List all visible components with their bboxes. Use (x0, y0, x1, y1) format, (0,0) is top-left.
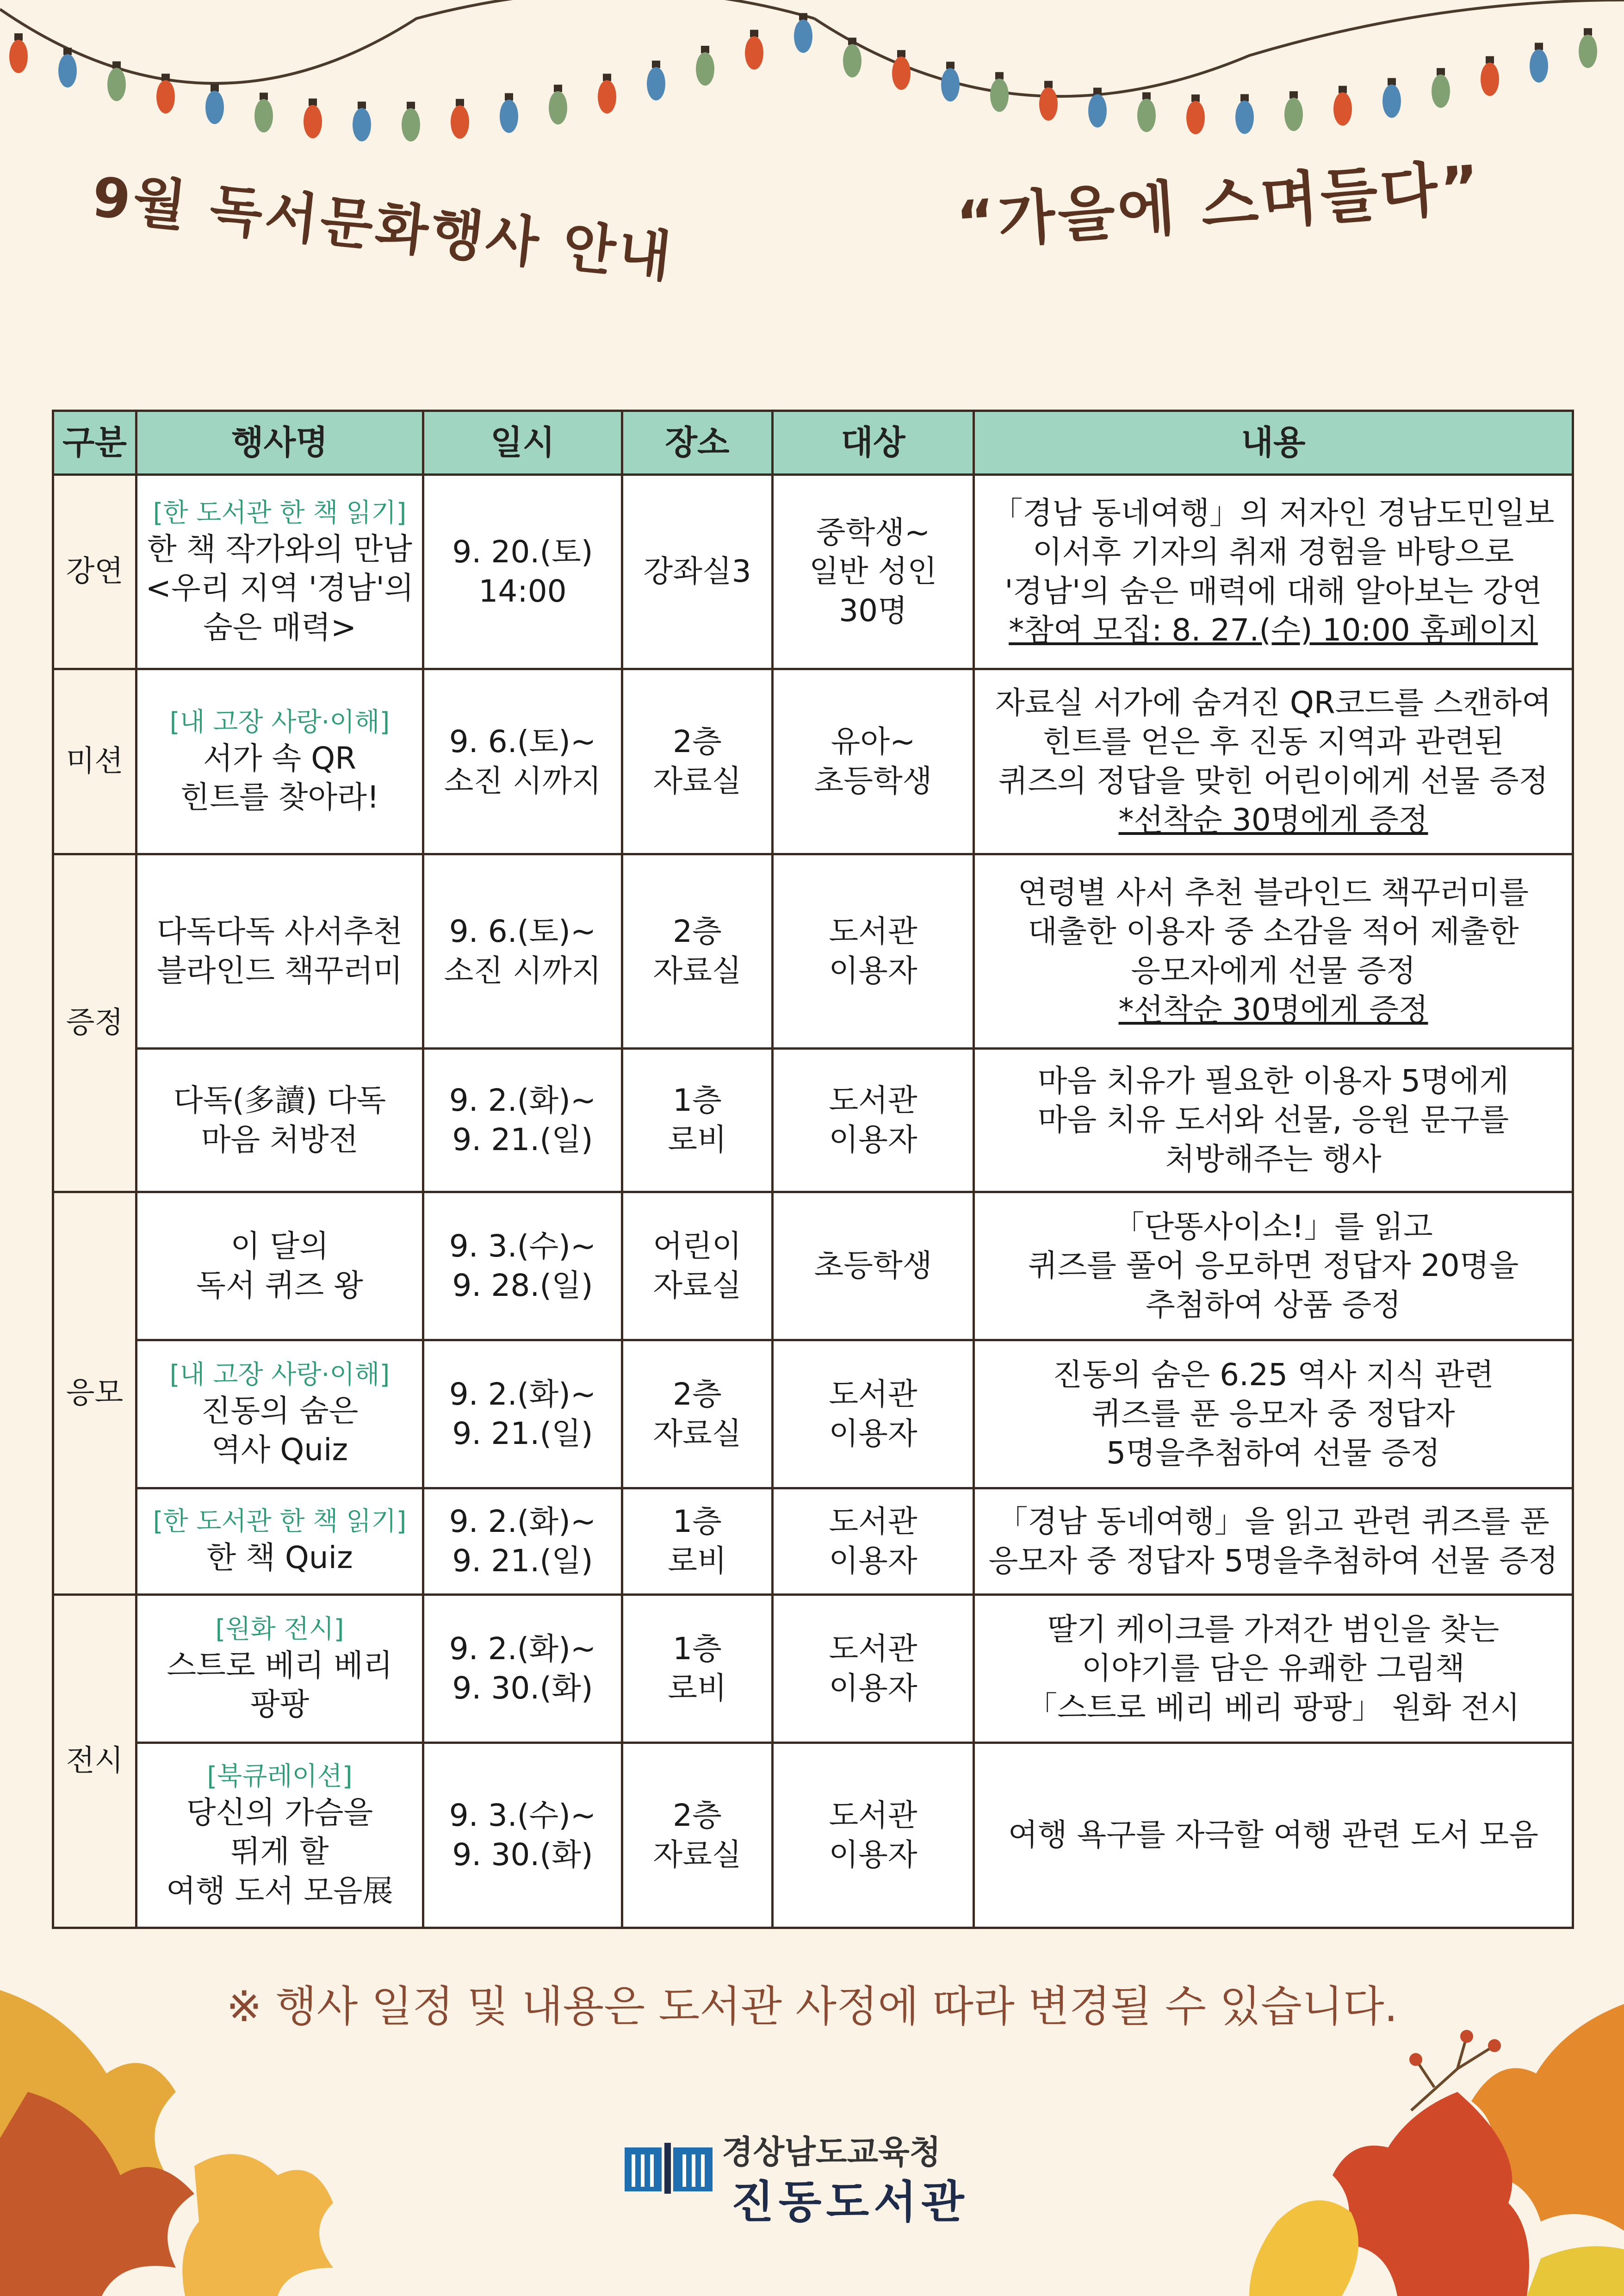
date-cell (423, 1595, 622, 1743)
target-cell-line: 일반 성인 (809, 554, 937, 590)
date-cell-line: 9. 21.(일) (452, 1121, 593, 1157)
description-line: 이야기를 담은 유쾌한 그림책 (1081, 1650, 1465, 1686)
event-name-line: 뛰게 할 (230, 1834, 329, 1870)
event-name-cell (136, 1192, 423, 1340)
bulb-cap (1437, 68, 1445, 75)
event-name-line: 여행 도서 모음展 (166, 1873, 393, 1909)
bulb-cap (505, 93, 513, 100)
event-name-line: <우리 지역 '경남'의 (145, 570, 414, 606)
bulb-cap (309, 99, 317, 106)
description-line: 퀴즈를 푼 응모자 중 정답자 (1091, 1396, 1455, 1432)
date-cell-line: 9. 20.(토) (452, 534, 593, 570)
light-bulb (696, 52, 714, 86)
event-title: 9월 독서문화행사 안내 (89, 164, 677, 290)
target-cell-line: 도서관 (829, 914, 917, 950)
target-cell (773, 1488, 974, 1595)
header-description: 내용 (974, 411, 1573, 475)
date-cell (423, 1743, 622, 1928)
bulb-cap (358, 101, 366, 109)
description-line: 연령별 사서 추천 블라인드 책꾸러미를 (1017, 874, 1529, 910)
bulb-cap (63, 48, 72, 55)
light-bulb (1579, 35, 1597, 68)
light-bulb (647, 67, 665, 100)
date-cell-line: 14:00 (478, 573, 567, 609)
library-name: 진동도서관 (731, 2176, 969, 2228)
bulb-cap (848, 37, 856, 45)
description-line: 「경남 동네여행」의 저자인 경남도민일보 (992, 495, 1555, 531)
place-cell (622, 475, 773, 669)
light-bulb (1088, 94, 1107, 127)
place-cell-line: 2층 (673, 724, 722, 760)
event-name-line: 블라인드 책꾸러미 (156, 952, 403, 989)
bulb-cap (1486, 56, 1494, 63)
event-name-cell (136, 1049, 423, 1192)
target-cell-line: 이용자 (829, 952, 917, 989)
event-name-line: 한 책 작가와의 만남 (147, 531, 412, 567)
library-logo-book-icon (625, 2143, 713, 2194)
date-cell-line: 9. 2.(화)~ (449, 1083, 596, 1119)
event-name-cell (136, 1488, 423, 1595)
light-bulb (156, 80, 175, 113)
date-cell-line: 9. 21.(일) (452, 1415, 593, 1451)
date-cell-line: 9. 3.(수)~ (449, 1228, 596, 1264)
description-line: 자료실 서가에 숨겨진 QR코드를 스캔하여 (995, 684, 1551, 721)
bulb-cap (1093, 87, 1102, 95)
place-cell-line: 2층 (673, 1798, 722, 1834)
light-bulb (1432, 75, 1450, 108)
date-cell-line: 9. 28.(일) (452, 1267, 593, 1303)
description-line: 「경남 동네여행」을 읽고 관련 퀴즈를 푼 (997, 1504, 1550, 1540)
light-bulb (1333, 92, 1352, 125)
date-cell-line: 9. 21.(일) (452, 1543, 593, 1579)
description-note: *선착순 30명에게 증정 (1118, 802, 1428, 838)
event-name-line: 이 달의 (230, 1228, 329, 1264)
place-cell-line: 자료실 (653, 1415, 742, 1451)
place-cell-line: 강좌실3 (643, 554, 751, 590)
description-line: 처방해주는 행사 (1165, 1141, 1382, 1177)
bulb-cap (1535, 43, 1543, 50)
bulb-cap (112, 62, 121, 69)
place-cell-line: 2층 (673, 914, 722, 950)
place-cell-line: 로비 (668, 1121, 727, 1157)
light-bulb (451, 106, 469, 139)
place-cell-line: 어린이 (653, 1228, 742, 1264)
light-bulb (402, 108, 420, 142)
light-bulb (9, 40, 28, 73)
light-bulb (990, 79, 1009, 112)
program-tag: [내 고장 사랑·이해] (169, 707, 390, 738)
description-cell (974, 1192, 1573, 1340)
table-row (53, 475, 1573, 669)
description-line: 힌트를 얻은 후 진동 지역과 관련된 (1042, 724, 1504, 760)
place-cell-line: 자료실 (653, 1267, 742, 1303)
light-bulb (843, 44, 862, 77)
description-cell (974, 669, 1573, 854)
date-cell-line: 9. 30.(화) (452, 1836, 593, 1873)
description-line: 퀴즈의 정답을 맞힌 어린이에게 선물 증정 (998, 763, 1549, 799)
target-cell-line: 도서관 (829, 1798, 917, 1834)
place-cell (622, 1743, 773, 1928)
place-cell-line: 자료실 (653, 763, 742, 799)
event-schedule-table (52, 410, 1574, 1929)
description-cell (974, 1743, 1573, 1928)
bulb-cap (603, 74, 611, 81)
date-cell-line: 9. 2.(화)~ (449, 1631, 596, 1667)
description-note: *선착순 30명에게 증정 (1118, 991, 1428, 1027)
bulb-cap (652, 61, 660, 68)
light-bulb (794, 19, 812, 53)
description-line: 응모자에게 선물 증정 (1131, 952, 1416, 989)
date-cell-line: 9. 2.(화)~ (449, 1504, 596, 1540)
bulb-cap (799, 13, 807, 20)
event-name-cell (136, 1743, 423, 1928)
light-bulb (1039, 87, 1058, 121)
place-cell-line: 1층 (673, 1504, 722, 1540)
place-cell (622, 854, 773, 1049)
description-cell (974, 1595, 1573, 1743)
event-name-cell (136, 475, 423, 669)
description-line: 이서후 기자의 취재 경험을 바탕으로 (1032, 534, 1514, 570)
event-name-cell (136, 1340, 423, 1488)
table-row (53, 669, 1573, 854)
target-cell-line: 이용자 (829, 1543, 917, 1579)
table-row (53, 1743, 1573, 1928)
place-cell-line: 자료실 (653, 1836, 742, 1873)
header-category: 구분 (53, 411, 136, 475)
bulb-cap (1388, 78, 1396, 86)
description-line: 「단똥사이소!」를 읽고 (1114, 1208, 1433, 1244)
description-line: 마음 치유 도서와 선물, 응원 문구를 (1037, 1102, 1509, 1138)
place-cell-line: 1층 (673, 1631, 722, 1667)
event-name-line: 마음 처방전 (201, 1121, 359, 1157)
description-note: *참여 모집: 8. 27.(수) 10:00 홈페이지 (1009, 612, 1538, 648)
place-cell (622, 1488, 773, 1595)
description-line: 딸기 케이크를 가져간 범인을 찾는 (1047, 1611, 1500, 1647)
description-line: 5명을추첨하여 선물 증정 (1106, 1435, 1440, 1471)
light-bulb (353, 108, 371, 141)
event-name-line: 당신의 가슴을 (186, 1794, 373, 1830)
event-name-line: 다독다독 사서추천 (156, 914, 403, 950)
category-cell: 응모 (53, 1192, 136, 1595)
table-row (53, 1192, 1573, 1340)
event-name-line: 스트로 베리 베리 (167, 1647, 393, 1683)
target-cell (773, 1743, 974, 1928)
place-cell-line: 로비 (668, 1543, 727, 1579)
target-cell-line: 도서관 (829, 1376, 917, 1412)
event-name-line: 서가 속 QR (203, 740, 357, 776)
target-cell-line: 30명 (839, 592, 907, 628)
light-bulb (500, 100, 518, 133)
bulb-cap (14, 33, 23, 41)
program-tag: [원화 전시] (215, 1614, 344, 1645)
target-cell-line: 유아~ (831, 724, 916, 760)
light-bulb (745, 36, 763, 69)
target-cell-line: 도서관 (829, 1631, 917, 1667)
bulb-cap (1044, 81, 1053, 88)
category-cell: 강연 (53, 475, 136, 669)
event-name-line: 숨은 매력> (203, 609, 357, 645)
light-bulb (1186, 101, 1205, 134)
target-cell (773, 1595, 974, 1743)
light-bulb (1235, 100, 1254, 134)
description-line: 여행 욕구를 자극할 여행 관련 도서 모음 (1008, 1817, 1538, 1853)
program-tag: [북큐레이션] (207, 1761, 353, 1792)
date-cell-line: 9. 30.(화) (452, 1670, 593, 1706)
target-cell-line: 이용자 (829, 1415, 917, 1451)
target-cell (773, 475, 974, 669)
date-cell (423, 1192, 622, 1340)
bulb-cap (897, 50, 905, 57)
bulb-cap (1240, 94, 1249, 101)
place-cell-line: 1층 (673, 1083, 722, 1119)
description-line: 마음 치유가 필요한 이용자 5명에게 (1037, 1063, 1509, 1099)
bulb-cap (260, 93, 268, 100)
autumn-leaf-icon (0, 1990, 333, 2296)
description-cell (974, 1049, 1573, 1192)
header-place: 장소 (622, 411, 773, 475)
target-cell-line: 초등학생 (814, 1248, 932, 1284)
schedule-change-notice: ※ 행사 일정 및 내용은 도서관 사정에 따라 변경될 수 있습니다. (226, 1982, 1398, 2031)
bulb-cap (1339, 86, 1347, 93)
light-bulb (598, 80, 616, 113)
bulb-cap (211, 84, 219, 92)
bulb-cap (407, 102, 415, 109)
light-bulb (941, 68, 960, 101)
bulb-cap (750, 30, 758, 37)
table-row (53, 1340, 1573, 1488)
place-cell-line: 로비 (668, 1670, 727, 1706)
target-cell-line: 도서관 (829, 1504, 917, 1540)
header-event-name: 행사명 (136, 411, 423, 475)
place-cell (622, 1049, 773, 1192)
target-cell (773, 854, 974, 1049)
target-cell-line: 이용자 (829, 1121, 917, 1157)
light-bulb (1481, 62, 1499, 96)
target-cell-line: 이용자 (829, 1836, 917, 1873)
event-name-line: 독서 퀴즈 왕 (196, 1267, 363, 1303)
light-bulb (1137, 99, 1156, 132)
light-bulb (1530, 49, 1548, 82)
description-line: 응모자 중 정답자 5명을추첨하여 선물 증정 (988, 1543, 1558, 1579)
bulb-cap (701, 46, 709, 53)
table-row (53, 854, 1573, 1049)
light-bulb (1284, 98, 1303, 131)
event-name-line: 진동의 숨은 (201, 1393, 359, 1429)
category-cell: 전시 (53, 1595, 136, 1928)
event-name-cell (136, 1595, 423, 1743)
description-cell (974, 1488, 1573, 1595)
description-line: '경남'의 숨은 매력에 대해 알아보는 강연 (1004, 573, 1542, 609)
date-cell-line: 9. 2.(화)~ (449, 1376, 596, 1412)
table-row (53, 1595, 1573, 1743)
bulb-cap (946, 62, 955, 69)
date-cell-line: 소진 시까지 (444, 952, 601, 989)
autumn-leaf-icon (1249, 2004, 1624, 2296)
event-name-line: 팡팡 (250, 1686, 310, 1723)
table-row (53, 1488, 1573, 1595)
light-bulb (107, 68, 126, 101)
description-line: 진동의 숨은 6.25 역사 지식 관련 (1053, 1356, 1494, 1393)
event-name-line: 역사 Quiz (211, 1432, 348, 1468)
event-name-cell (136, 854, 423, 1049)
bulb-cap (995, 72, 1004, 80)
target-cell-line: 중학생~ (816, 514, 930, 550)
light-bulb (304, 105, 322, 138)
date-cell (423, 475, 622, 669)
table-header-row (53, 411, 1573, 475)
place-cell-line: 자료실 (653, 952, 742, 989)
header-target: 대상 (773, 411, 974, 475)
place-cell-line: 2층 (673, 1376, 722, 1412)
place-cell (622, 1595, 773, 1743)
bulb-cap (554, 85, 562, 92)
date-cell (423, 854, 622, 1049)
description-cell (974, 1340, 1573, 1488)
table-row (53, 1049, 1573, 1192)
place-cell (622, 1192, 773, 1340)
target-cell-line: 초등학생 (814, 763, 932, 799)
date-cell-line: 9. 6.(토)~ (449, 724, 596, 760)
bulb-cap (456, 99, 464, 106)
description-cell (974, 475, 1573, 669)
light-bulb (549, 91, 567, 124)
light-bulb (205, 91, 224, 124)
target-cell (773, 1340, 974, 1488)
date-cell (423, 1049, 622, 1192)
description-line: 대출한 이용자 중 소감을 적어 제출한 (1028, 914, 1519, 950)
program-tag: [한 도서관 한 책 읽기] (153, 498, 407, 528)
program-tag: [내 고장 사랑·이해] (169, 1360, 390, 1390)
place-cell (622, 1340, 773, 1488)
target-cell-line: 도서관 (829, 1083, 917, 1119)
org-name: 경상남도교육청 (722, 2133, 941, 2171)
place-cell (622, 669, 773, 854)
light-bulb (254, 99, 273, 132)
bulb-cap (1191, 94, 1200, 102)
date-cell (423, 1488, 622, 1595)
date-cell-line: 소진 시까지 (444, 763, 601, 799)
event-name-line: 힌트를 찾아라! (180, 779, 379, 815)
light-bulb (1382, 85, 1401, 118)
program-tag: [한 도서관 한 책 읽기] (153, 1506, 407, 1537)
header-date: 일시 (423, 411, 622, 475)
bulb-cap (1289, 91, 1298, 99)
category-cell: 증정 (53, 854, 136, 1192)
light-bulb (892, 56, 911, 90)
event-name-line: 한 책 Quiz (206, 1540, 353, 1576)
target-cell-line: 이용자 (829, 1670, 917, 1706)
event-name-cell (136, 669, 423, 854)
description-cell (974, 854, 1573, 1049)
library-logo (625, 2124, 995, 2228)
event-name-line: 다독(多讀) 다독 (173, 1083, 386, 1119)
bulb-cap (161, 74, 170, 81)
date-cell-line: 9. 6.(토)~ (449, 914, 596, 950)
description-line: 「스트로 베리 베리 팡팡」 원화 전시 (1027, 1689, 1520, 1725)
description-line: 추첨하여 상품 증정 (1145, 1287, 1401, 1323)
category-cell: 미션 (53, 669, 136, 854)
bulb-cap (1584, 28, 1592, 36)
date-cell (423, 669, 622, 854)
target-cell (773, 1192, 974, 1340)
target-cell (773, 669, 974, 854)
string-lights (0, 0, 1624, 153)
date-cell-line: 9. 3.(수)~ (449, 1798, 596, 1834)
description-line: 퀴즈를 풀어 응모하면 정답자 20명을 (1028, 1248, 1519, 1284)
bulb-cap (1142, 92, 1151, 100)
target-cell (773, 1049, 974, 1192)
date-cell (423, 1340, 622, 1488)
light-bulb (58, 54, 77, 87)
event-theme: “가을에 스며들다” (954, 152, 1485, 258)
